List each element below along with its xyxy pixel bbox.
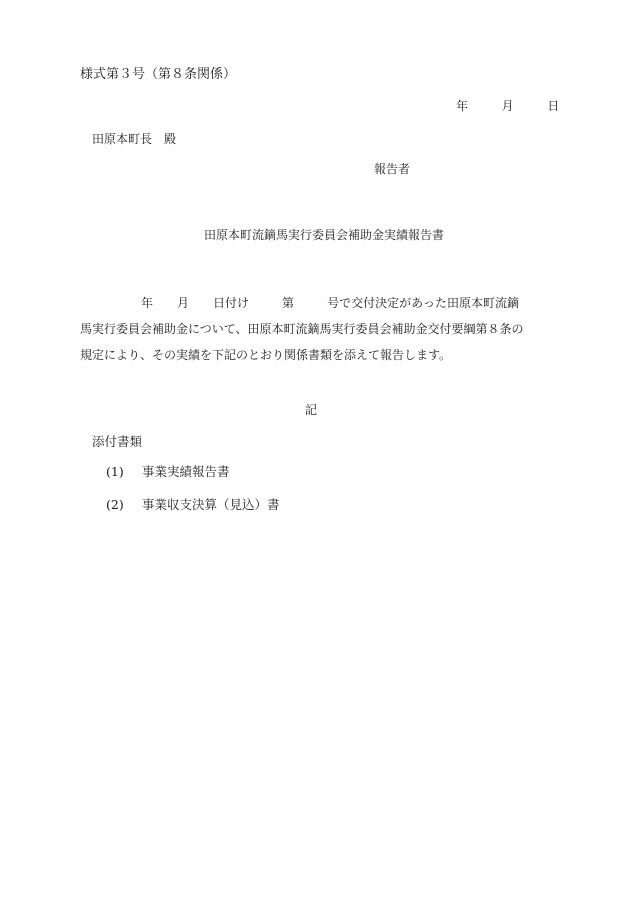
body-dated-label: 日付け — [213, 296, 250, 310]
body-year-label: 年 — [141, 296, 154, 310]
attachments-heading: 添付書類 — [92, 434, 143, 449]
date-month-label: 月 — [501, 99, 514, 113]
body-month-label: 月 — [177, 296, 190, 310]
attachment-label: 事業実績報告書 — [141, 464, 230, 479]
body-line-1 — [80, 290, 550, 316]
addressee: 田原本町長 殿 — [92, 132, 177, 146]
form-number: 様式第３号（第８条関係） — [80, 67, 237, 82]
attachment-number: (2) — [106, 497, 124, 512]
body-line-2: 馬実行委員会補助金について、田原本町流鏑馬実行委員会補助金交付要綱第８条の — [80, 322, 524, 336]
attachment-number: (1) — [106, 464, 124, 479]
attachment-label: 事業収支決算（見込）書 — [141, 497, 280, 512]
attachment-item — [106, 499, 279, 512]
document-title: 田原本町流鏑馬実行委員会補助金実績報告書 — [204, 228, 445, 242]
date-day-label: 日 — [547, 99, 560, 113]
ki-marker: 記 — [305, 403, 318, 417]
body-number-prefix: 第 — [282, 296, 295, 310]
attachment-item — [106, 466, 229, 479]
body-paragraph — [80, 290, 550, 368]
body-line-1-rest: 号で交付決定があった田原本町流鏑 — [327, 296, 519, 310]
date-year-label: 年 — [456, 99, 469, 113]
reporter-label: 報告者 — [374, 162, 411, 176]
report-date — [456, 100, 559, 112]
body-line-3: 規定により、その実績を下記のとおり関係書類を添えて報告します。 — [80, 348, 452, 362]
